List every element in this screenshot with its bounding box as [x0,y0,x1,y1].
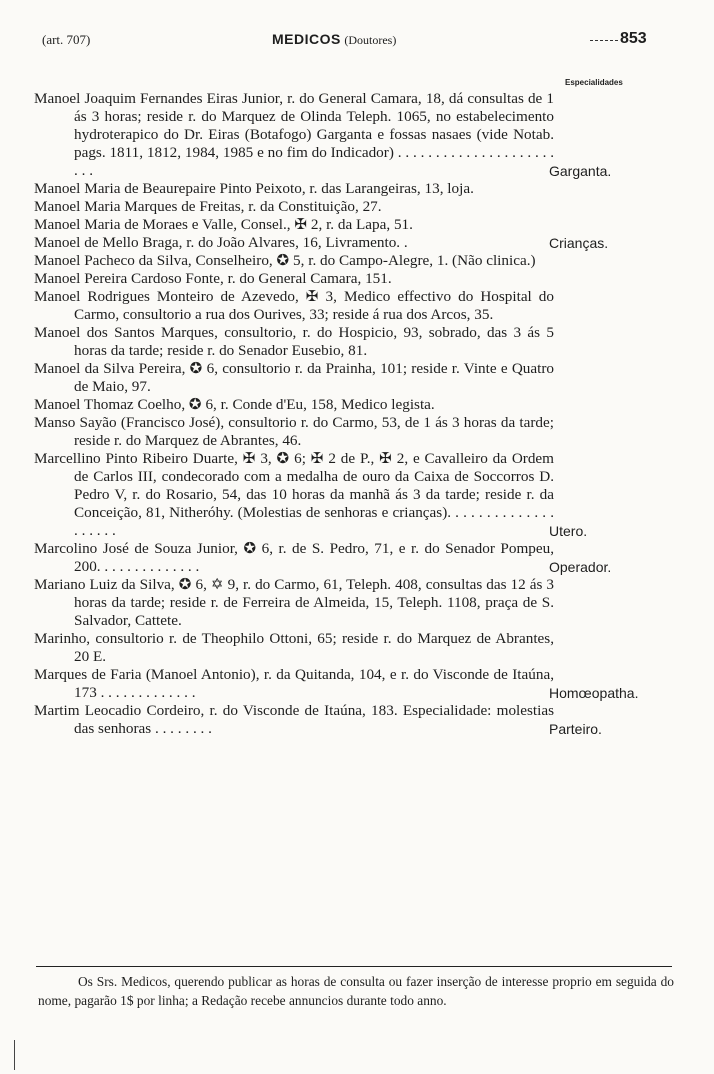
entry [34,630,554,666]
entry-text: Manoel Rodrigues Monteiro de Azevedo, ✠ 3, Medico effectivo do Hospital do Carmo, consultorio a rua dos Ourives, 33; reside á rua dos Arcos, 35. [34,288,554,323]
entry [34,270,554,288]
entry-text: Manoel Pereira Cardoso Fonte, r. do General Camara, 151. [34,270,392,287]
title-text: MEDICOS [272,31,341,47]
entry-text: Manoel dos Santos Marques, consultorio, r. do Hospicio, 93, sobrado, das 3 ás 5 horas da tarde; reside r. do Senador Eusebio, 81. [34,324,554,359]
entry [34,252,554,270]
entry-text: Marcellino Pinto Ribeiro Duarte, ✠ 3, ✪ 6; ✠ 2 de P., ✠ 2, e Cavalleiro da Ordem de Carlos III, condecorado com a medalha de ouro da Caixa de Soccorros D. Pedro V, r. do Rosario, 54, das 10 horas da manhã ás 3 da tarde; reside r. da Conceição, 81, Nitheróhy. (Molestias de senhoras e crianças). . . . . . . . . . . . . . . . . . . . [34,450,554,539]
page-number: 853 [620,30,647,47]
header-dash [590,40,618,41]
entry-text: Manoel Joaquim Fernandes Eiras Junior, r. do General Camara, 18, dá consultas de 1 ás 3 horas; reside r. do Marquez de Olinda Teleph. 1065, no estabelecimento hydroterapico do Dr. Eiras (Botafogo) Garganta e fossas nasaes (vide Notab. pags. 1811, 1812, 1984, 1985 e no fim do Indicador) . . . . . . . . . . . . . . . . . . . . . . . . [34,90,554,179]
entry-text: Manoel Maria de Moraes e Valle, Consel., ✠ 2, r. da Lapa, 51. [34,216,413,233]
footer-note: Os Srs. Medicos, querendo publicar as horas de consulta ou fazer inserção de interesse proprio em seguida do nome, pagarão 1$ por linha; a Redação recebe annuncios durante todo anno. [38,974,674,1008]
entry-text: Mariano Luiz da Silva, ✪ 6, ✡ 9, r. do Carmo, 61, Teleph. 408, consultas das 12 ás 3 horas da tarde; reside r. de Ferreira de Almeida, 15, Teleph. 1108, praça de S. Salvador, Cattete. [34,576,554,629]
entry [34,396,554,414]
title-subtitle: (Doutores) [344,33,397,47]
entry [34,288,554,324]
entry [34,414,554,450]
entry-specialty: Homœopatha. [549,685,639,701]
entry-text: Marinho, consultorio r. de Theophilo Ottoni, 65; reside r. do Marquez de Abrantes, 20 E. [34,630,554,665]
entry-specialty: Crianças. [549,235,609,251]
entry [34,180,554,198]
entry [34,234,609,252]
specialty-column-heading: Especialidades [565,78,623,87]
entry-text: Manoel Maria Marques de Freitas, r. da Constituição, 27. [34,198,382,215]
entry-specialty: Parteiro. [549,721,602,737]
entry-list [34,90,639,738]
entry [34,666,639,702]
entry-specialty: Utero. [549,523,588,539]
entry [34,576,554,630]
entry [34,450,588,540]
entry-text: Manso Sayão (Francisco José), consultorio r. do Carmo, 53, de 1 ás 3 horas da tarde; reside r. do Marquez de Abrantes, 46. [34,414,554,449]
entry-specialty: Garganta. [549,163,612,179]
entry [34,360,554,396]
entry-text: Manoel Maria de Beaurepaire Pinto Peixoto, r. das Larangeiras, 13, loja. [34,180,474,197]
entry-text: Marcolino José de Souza Junior, ✪ 6, r. de S. Pedro, 71, e r. do Senador Pompeu, 200. . . . . . . . . . . . . . [34,540,554,575]
entry-text: Martim Leocadio Cordeiro, r. do Visconde de Itaúna, 183. Especialidade: molestias das senhoras . . . . . . . . [34,702,554,737]
footer-rule [36,966,672,967]
margin-mark [14,1040,15,1070]
entry [34,540,612,576]
entry [34,198,554,216]
entry [34,216,554,234]
page-header [0,30,714,50]
entry-text: Manoel Thomaz Coelho, ✪ 6, r. Conde d'Eu, 158, Medico legista. [34,396,435,413]
entry-text: Manoel da Silva Pereira, ✪ 6, consultorio r. da Prainha, 101; reside r. Vinte e Quatro de Maio, 97. [34,360,554,395]
entry-text: Manoel de Mello Braga, r. do João Alvares, 16, Livramento. . [34,234,408,251]
entry-text: Marques de Faria (Manoel Antonio), r. da Quitanda, 104, e r. do Visconde de Itaúna, 173 . . . . . . . . . . . . . [34,666,554,701]
entry-specialty: Operador. [549,559,612,575]
entry [34,702,602,738]
entry-text: Manoel Pacheco da Silva, Conselheiro, ✪ 5, r. do Campo-Alegre, 1. (Não clinica.) [34,252,536,269]
entry [34,90,612,180]
page-title [272,31,396,49]
article-ref: (art. 707) [42,32,91,47]
entry [34,324,554,360]
